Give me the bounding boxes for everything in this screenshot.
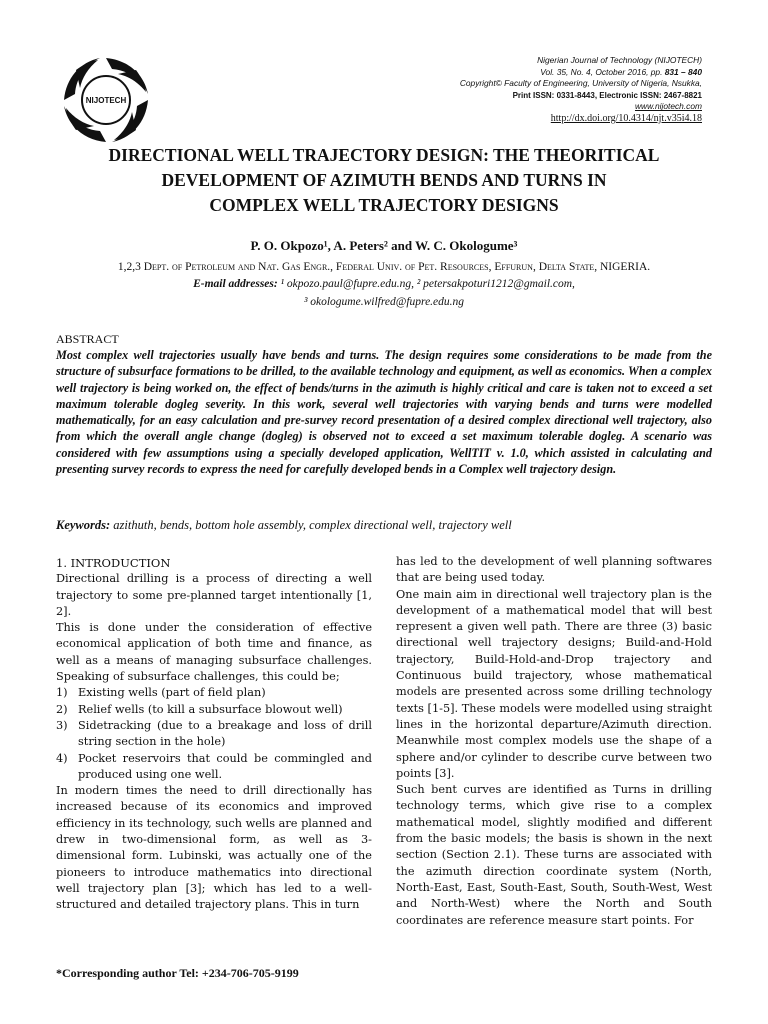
list-number: 1)	[56, 686, 68, 700]
list-number: 2)	[56, 702, 68, 716]
volume-line	[322, 67, 702, 79]
page-range: 831 – 840	[664, 66, 702, 77]
affiliation: 1,2,3 Dept. of Petroleum and Nat. Gas Engr., Federal Univ. of Pet. Resources, Effurun, Delta State, NIGERIA.	[117, 261, 651, 273]
abstract-heading: ABSTRACT	[56, 332, 119, 346]
email-line-2: ³ okologume.wilfred@fupre.edu.ng	[303, 296, 465, 308]
email-label: E-mail addresses:	[193, 278, 278, 290]
paragraph: One main aim in directional well trajectory plan is the development of a mathematical model that will best represent a given well path. There are three (3) basic directional well trajectory designs; Build-and-Hold trajectory, Build-Hold-and-Drop trajectory and Continuous build trajectory, whose mathematical models are presented across some drilling technology texts [1-5]. These models were modelled using straight lines in the horizontal departure/Azimuth direction. Meanwhile most complex models use the shape of a sphere and/or cylinder to describe curve between two points [3].	[396, 587, 712, 780]
title-line: DIRECTIONAL WELL TRAJECTORY DESIGN: THE THEORITICAL	[108, 145, 660, 165]
nijotech-logo	[62, 56, 150, 144]
doi-link[interactable]: http://dx.doi.org/10.4314/njt.v35i4.18	[550, 112, 702, 124]
list-text: Existing wells (part of field plan)	[78, 686, 266, 700]
corresponding-author: *Corresponding author Tel: +234-706-705-9199	[56, 966, 299, 980]
paragraph: Directional drilling is a process of directing a well trajectory to some pre-planned target intentionally [1, 2].	[56, 572, 372, 618]
title-line: DEVELOPMENT OF AZIMUTH BENDS AND TURNS IN	[161, 170, 607, 190]
volume-info: Vol. 35, No. 4, October 2016, pp.	[540, 66, 663, 77]
journal-name: Nigerian Journal of Technology (NIJOTECH)	[537, 55, 702, 65]
list-text: Sidetracking (due to a breakage and loss of drill string section in the hole)	[78, 718, 372, 749]
website-link[interactable]: www.nijotech.com	[634, 101, 702, 112]
paragraph: has led to the development of well planning softwares that are being used today.	[396, 555, 712, 585]
keywords	[56, 518, 512, 533]
right-column	[396, 554, 712, 929]
author-list: P. O. Okpozo¹, A. Peters² and W. C. Okologume³	[250, 238, 518, 253]
list-item	[56, 751, 372, 784]
left-column	[56, 555, 372, 914]
keywords-label: Keywords:	[56, 518, 111, 532]
list-text: Pocket reservoirs that could be commingled and produced using one well.	[78, 751, 372, 781]
logo-text: NIJOTECH	[85, 96, 127, 105]
issn-line: Print ISSN: 0331-8443, Electronic ISSN: 2467-8821	[512, 90, 702, 100]
challenge-list	[56, 685, 372, 783]
paragraph: This is done under the consideration of effective economical application of both time and finance, as well as a means of managing subsurface challenges. Speaking of subsurface challenges, this could be;	[56, 621, 372, 684]
journal-header	[322, 55, 702, 125]
list-item	[56, 685, 372, 701]
email-addresses: ¹ okpozo.paul@fupre.edu.ng, ² petersakpoturi1212@gmail.com,	[280, 278, 575, 290]
paragraph: Such bent curves are identified as Turns in drilling technology terms, which give rise to a complex mathematical model, slightly modified and different from the basic models; the basis is shown in the next section (Section 2.1). These turns are associated with the azimuth direction coordinate system (North, North-East, East, South-East, South, South-West, West and North-West) where the North and South coordinates are reference measure start points. For	[396, 783, 712, 927]
list-text: Relief wells (to kill a subsurface blowout well)	[78, 702, 343, 716]
list-item	[56, 718, 372, 751]
list-item	[56, 702, 372, 718]
paragraph: In modern times the need to drill directionally has increased because of its economics and improved efficiency in its technology, such wells are planned and drew in two-dimensional form, as well as 3-dimensional form. Lubinski, was actually one of the pioneers to introduce mathematics into directional well trajectory plan [3]; which has led to a well-structured and detailed trajectory plans. This in turn	[56, 784, 372, 912]
paper-title	[40, 143, 728, 218]
email-line	[0, 278, 768, 290]
list-number: 4)	[56, 751, 68, 765]
section-heading: 1. INTRODUCTION	[56, 556, 171, 570]
copyright-line: Copyright© Faculty of Engineering, University of Nigeria, Nsukka,	[459, 78, 702, 89]
keywords-text: azithuth, bends, bottom hole assembly, complex directional well, trajectory well	[110, 518, 512, 532]
abstract-text: Most complex well trajectories usually have bends and turns. The design requires some considerations to be made from the structure of subsurface formations to be drilled, to the available technology and equipment, as well as economics. When a complex well trajectory is being worked on, the effect of bends/turns in the azimuth is highly critical and care is taken not to exceed a set maximum tolerable dogleg severity. In this work, several well trajectories with varying bends and turns were modelled mathematically, for an easy calculation and pre-survey record presentation of a desired complex directional well trajectory, also from which the overall angle change (dogleg) is observed not to exceed a set maximum tolerable dogleg. A scenario was considered with few assumptions using a specially developed application, WellTIT v. 1.0, which assisted in calculating and presenting survey records to express the need for carefully developed bends in a Complex well trajectory design.	[56, 348, 712, 477]
title-line: COMPLEX WELL TRAJECTORY DESIGNS	[209, 195, 559, 215]
list-number: 3)	[56, 718, 68, 732]
